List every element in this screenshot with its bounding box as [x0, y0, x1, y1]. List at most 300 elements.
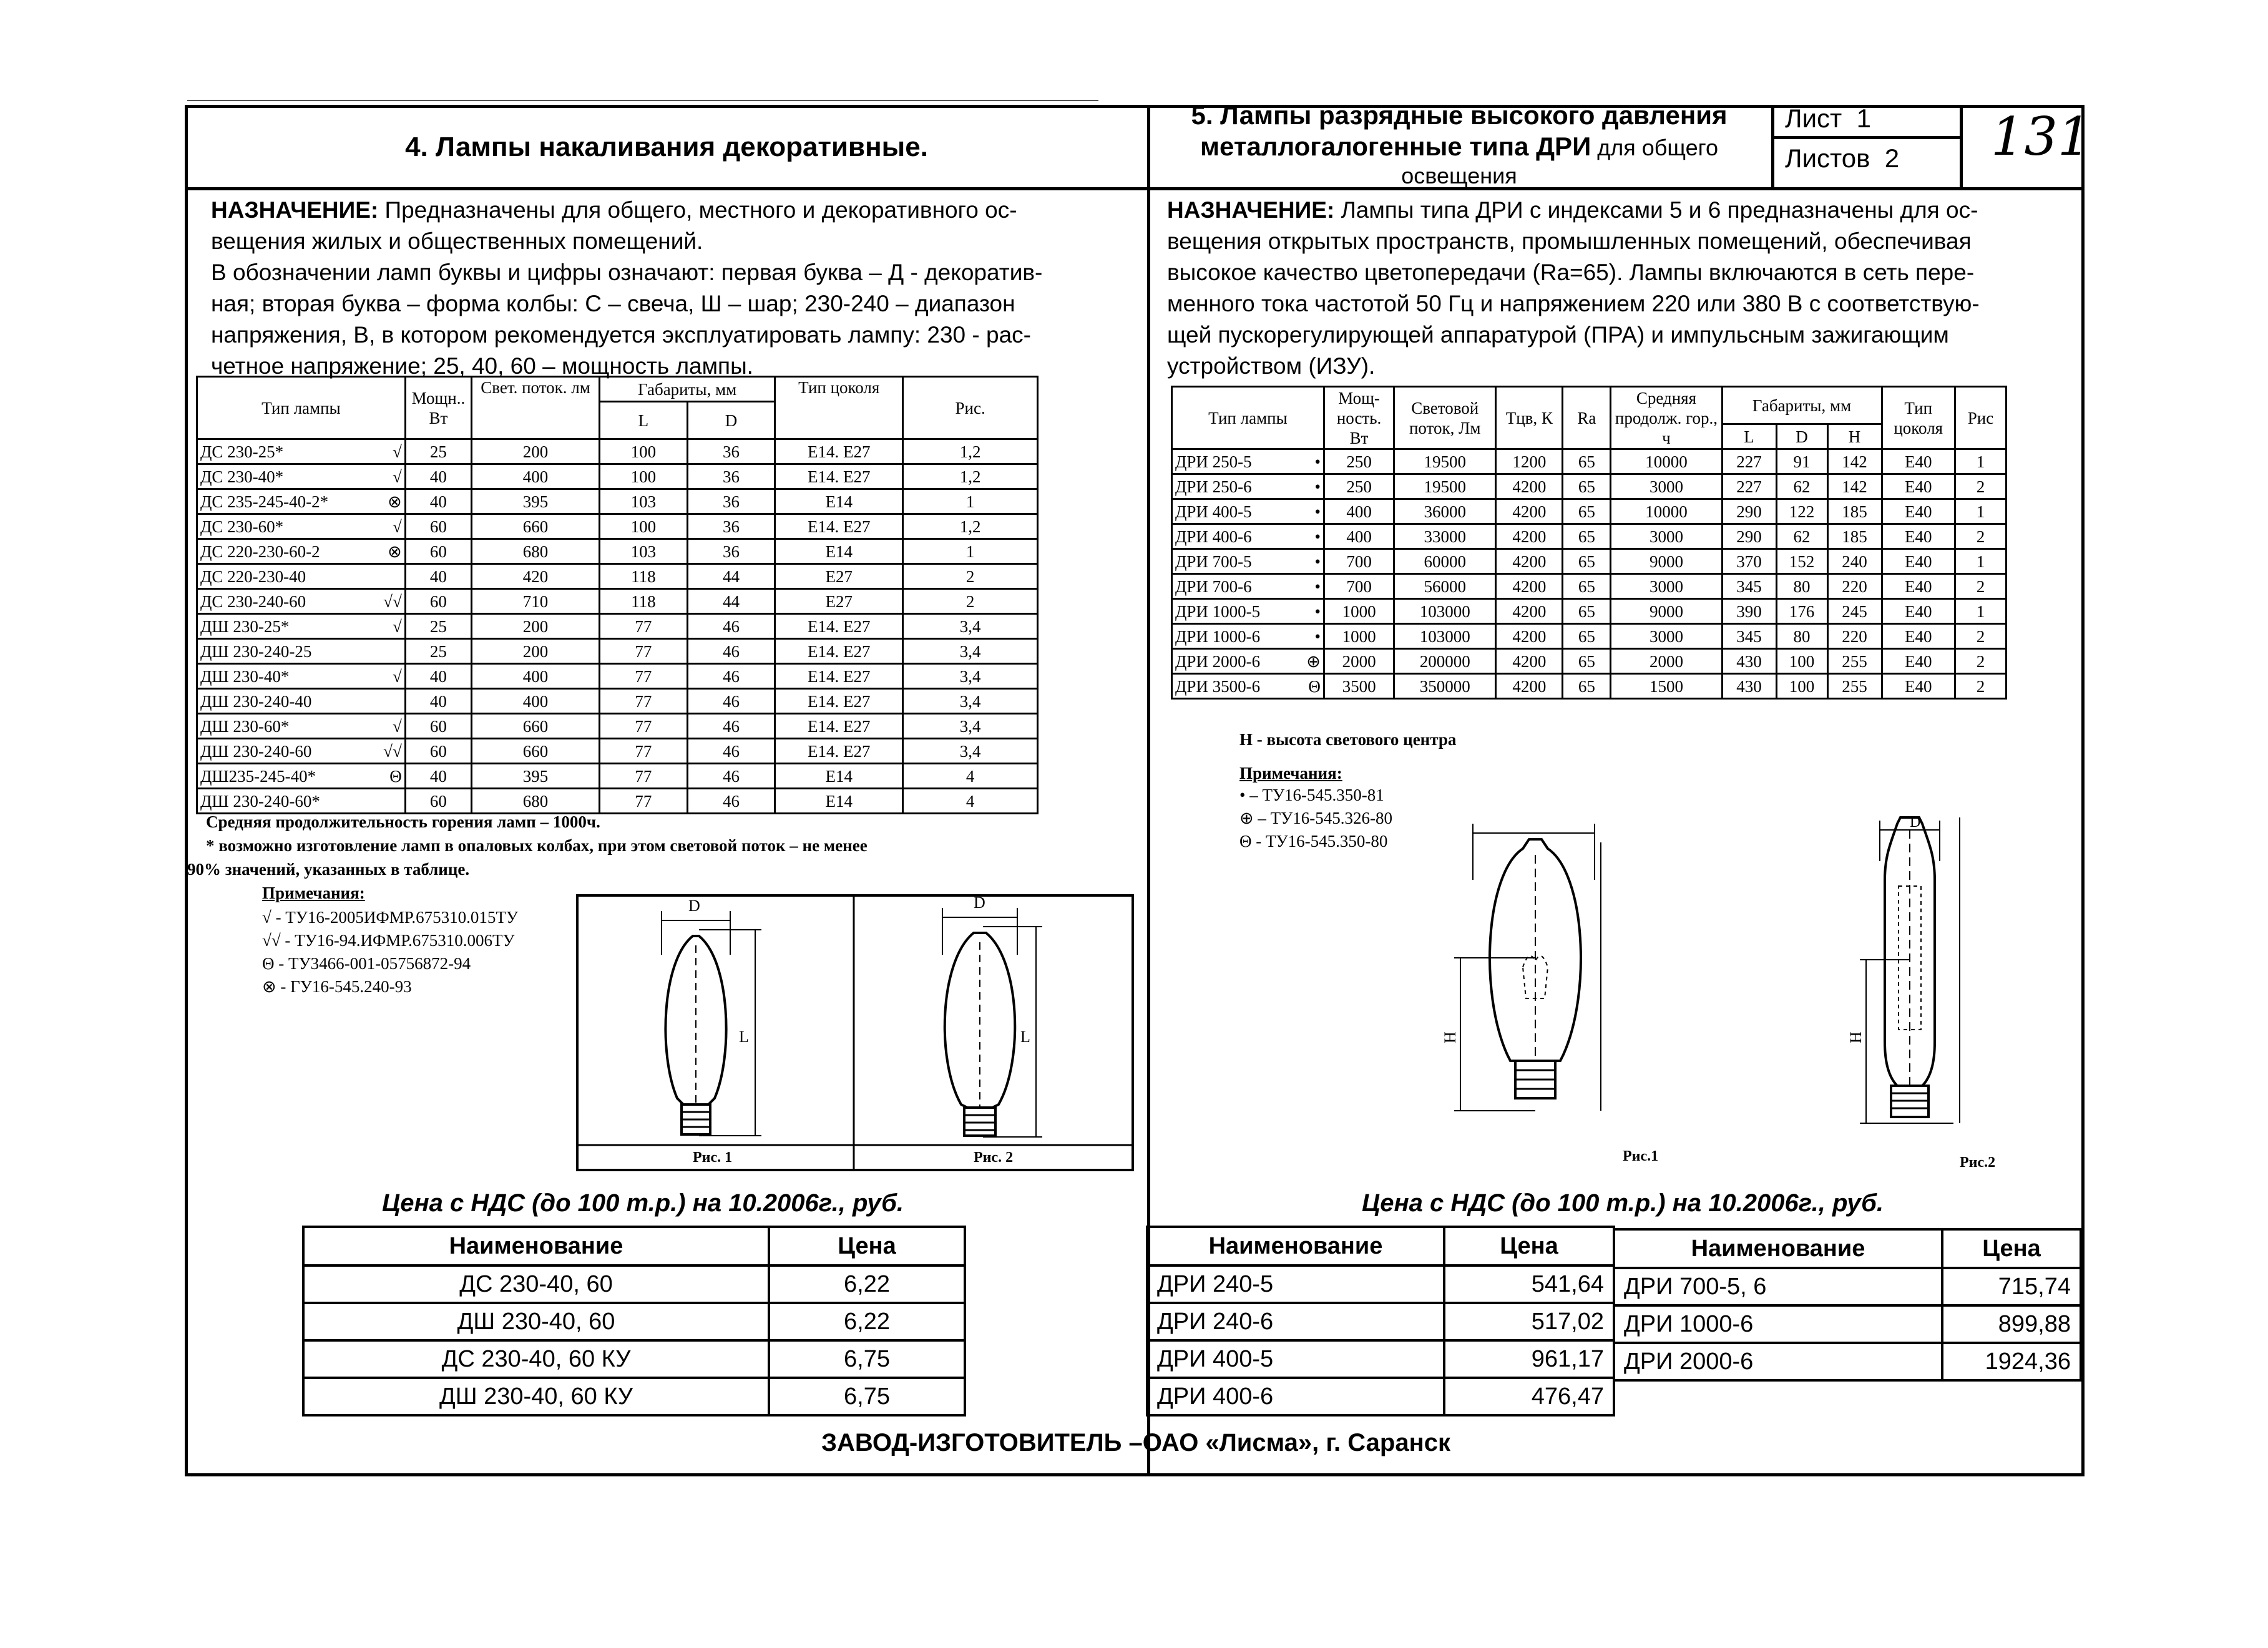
table-cell: 2 [1955, 649, 2006, 674]
fig2-dim-D: D [974, 894, 985, 912]
right-note: ⊕ – ТУ16-545.326-80 [1239, 809, 1392, 827]
table-cell: E14 [775, 539, 903, 564]
table-cell: 46 [687, 664, 775, 689]
table-row [197, 614, 1038, 639]
candle-lamp-fig1 [662, 911, 761, 1136]
table-cell: 3,4 [903, 614, 1038, 639]
table-cell: 103000 [1394, 599, 1496, 624]
price-value: 541,64 [1444, 1265, 1614, 1303]
lamp-type-cell [1172, 599, 1324, 624]
table-cell: 1,2 [903, 439, 1038, 464]
table-cell: 3000 [1611, 474, 1722, 499]
spec-mark: √ [392, 666, 402, 686]
table-cell: 2 [1955, 574, 2006, 599]
table-cell: E14. E27 [775, 664, 903, 689]
price-header-name: Наименование [303, 1227, 769, 1265]
table-cell: 40 [405, 689, 471, 714]
table-cell: 227 [1722, 449, 1776, 474]
table-cell: 77 [600, 689, 688, 714]
right-price-table-a [1146, 1226, 1615, 1416]
table-cell: 2 [903, 564, 1038, 589]
table-cell: 250 [1324, 474, 1394, 499]
left-note: ⊗ - ГУ16-545.240-93 [262, 977, 412, 996]
table-cell: 3500 [1324, 674, 1394, 699]
left-purpose [211, 195, 1141, 382]
right-title-line3: освещения [1401, 163, 1517, 188]
fig1-dim-D: D [688, 897, 700, 915]
table-cell: 395 [472, 764, 600, 789]
price-value: 517,02 [1444, 1303, 1614, 1340]
spec-mark: • [1314, 502, 1321, 521]
table-row [197, 639, 1038, 664]
table-cell: 9000 [1611, 599, 1722, 624]
left-note: √√ - ТУ16-94.ИФМР.675310.006ТУ [262, 931, 515, 950]
table-cell: 100 [600, 439, 688, 464]
table-cell: 4 [903, 789, 1038, 814]
fig2-dim-H: H [1847, 1031, 1865, 1043]
spec-mark: • [1314, 527, 1321, 546]
sheets-label: Листов 2 [1785, 144, 1900, 173]
lamp-type-cell [197, 614, 406, 639]
table-cell: 400 [1324, 499, 1394, 524]
table-cell: E14 [775, 764, 903, 789]
dri-lamp-fig2 [1860, 817, 1960, 1123]
col-fig: Рис [1955, 387, 2006, 449]
col-power: Мощ-ность. Вт [1324, 387, 1394, 449]
table-cell: 250 [1324, 449, 1394, 474]
table-row [197, 789, 1038, 814]
top-scan-line [187, 100, 1098, 101]
right-spec-table [1171, 386, 2007, 700]
table-cell: 2 [903, 589, 1038, 614]
lamp-type-cell [197, 689, 406, 714]
col-type: Тип лампы [1172, 387, 1324, 449]
table-cell: 395 [472, 489, 600, 514]
table-cell: 4200 [1496, 599, 1563, 624]
table-cell: 200 [472, 614, 600, 639]
price-name: ДРИ 240-6 [1147, 1303, 1444, 1340]
fig1-label: Рис. 1 [693, 1149, 733, 1166]
table-cell: 660 [472, 714, 600, 739]
table-cell: 4200 [1496, 474, 1563, 499]
table-cell: 65 [1563, 549, 1611, 574]
spec-mark: ⊗ [388, 542, 402, 561]
table-row [1172, 549, 2006, 574]
lamp-type-cell [1172, 674, 1324, 699]
table-row [197, 689, 1038, 714]
right-purpose-line: вещения открытых пространств, промышленных помещений, обеспечивая [1167, 228, 1972, 254]
table-cell: 200000 [1394, 649, 1496, 674]
table-cell: E40 [1882, 474, 1955, 499]
manufacturer-footer: ЗАВОД-ИЗГОТОВИТЕЛЬ –ОАО «Лисма», г. Саранск [821, 1429, 1451, 1456]
price-name: ДРИ 400-5 [1147, 1340, 1444, 1378]
lamp-type-cell [1172, 449, 1324, 474]
table-cell: E14. E27 [775, 639, 903, 664]
table-row [1172, 624, 2006, 649]
col-flux: Свет. поток. лм [472, 377, 600, 439]
table-cell: 1 [1955, 449, 2006, 474]
spec-mark: √√ [383, 741, 402, 761]
lamp-type-cell [197, 764, 406, 789]
table-row [1172, 499, 2006, 524]
table-cell: E40 [1882, 649, 1955, 674]
table-row [197, 464, 1038, 489]
table-cell: 200 [472, 639, 600, 664]
col-power: Мощн.. Вт [405, 377, 471, 439]
table-cell: 1 [903, 489, 1038, 514]
table-cell: 36 [687, 464, 775, 489]
lamp-type: ДШ 230-25* [200, 617, 290, 636]
lamp-type: ДС 220-230-40 [200, 567, 306, 586]
lamp-type: ДС 220-230-60-2 [200, 542, 320, 561]
table-cell: 65 [1563, 624, 1611, 649]
table-cell: E14. E27 [775, 739, 903, 764]
spec-mark: √ [392, 716, 402, 736]
fig1-label: Рис.1 [1623, 1148, 1659, 1164]
price-value: 6,22 [769, 1303, 965, 1340]
table-cell: 660 [472, 739, 600, 764]
table-cell: 2 [1955, 524, 2006, 549]
table-cell: E14. E27 [775, 714, 903, 739]
right-purpose-label: НАЗНАЧЕНИЕ: [1167, 197, 1335, 223]
lamp-type-cell [197, 464, 406, 489]
table-cell: 400 [472, 689, 600, 714]
table-cell: 25 [405, 614, 471, 639]
table-cell: 33000 [1394, 524, 1496, 549]
table-cell: 680 [472, 539, 600, 564]
table-cell: 4200 [1496, 649, 1563, 674]
left-footnote1: Средняя продолжительность горения ламп – 1000ч. [206, 812, 600, 831]
table-cell: 200 [472, 439, 600, 464]
table-cell: 62 [1776, 474, 1827, 499]
table-cell: E40 [1882, 624, 1955, 649]
table-cell: 4 [903, 764, 1038, 789]
table-cell: 100 [600, 464, 688, 489]
left-price-title: Цена с НДС (до 100 т.р.) на 10.2006г., руб. [382, 1189, 904, 1217]
lamp-type-cell [1172, 574, 1324, 599]
table-row [197, 564, 1038, 589]
table-cell: 1 [1955, 599, 2006, 624]
table-cell: 1200 [1496, 449, 1563, 474]
table-cell: 46 [687, 789, 775, 814]
left-purpose-line: вещения жилых и общественных помещений. [211, 228, 703, 254]
lamp-type: ДРИ 700-5 [1175, 552, 1252, 571]
lamp-type: ДС 230-25* [200, 442, 284, 461]
sheet-box-right [1960, 105, 1963, 188]
table-cell: E14. E27 [775, 614, 903, 639]
table-cell: 345 [1722, 574, 1776, 599]
price-value: 6,75 [769, 1340, 965, 1378]
price-value: 899,88 [1942, 1305, 2081, 1343]
table-cell: 1 [1955, 549, 2006, 574]
table-cell: 65 [1563, 474, 1611, 499]
table-cell: 345 [1722, 624, 1776, 649]
table-cell: E14 [775, 789, 903, 814]
table-cell: 62 [1776, 524, 1827, 549]
lamp-type-cell [197, 789, 406, 814]
col-flux: Световой поток, Лм [1394, 387, 1496, 449]
table-cell: 65 [1563, 574, 1611, 599]
col-ra: Ra [1563, 387, 1611, 449]
header-rule [185, 187, 2085, 190]
lamp-type: ДШ 230-240-40 [200, 691, 312, 711]
table-cell: 185 [1827, 524, 1882, 549]
spec-mark: √ [392, 617, 402, 636]
table-cell: 40 [405, 664, 471, 689]
price-value: 961,17 [1444, 1340, 1614, 1378]
price-value: 6,75 [769, 1378, 965, 1415]
table-cell: 80 [1776, 624, 1827, 649]
table-cell: 660 [472, 514, 600, 539]
table-cell: 1000 [1324, 599, 1394, 624]
table-cell: 700 [1324, 549, 1394, 574]
spec-mark: • [1314, 452, 1321, 471]
spec-mark: • [1314, 602, 1321, 621]
table-cell: 390 [1722, 599, 1776, 624]
table-cell: 4200 [1496, 549, 1563, 574]
table-cell: 3000 [1611, 574, 1722, 599]
table-cell: 2000 [1611, 649, 1722, 674]
table-row [1172, 649, 2006, 674]
col-dims: Габариты, мм [600, 377, 775, 402]
table-cell: 60 [405, 514, 471, 539]
table-cell: 36 [687, 539, 775, 564]
spec-mark: √√ [383, 592, 402, 611]
table-row [197, 539, 1038, 564]
table-cell: 290 [1722, 524, 1776, 549]
table-cell: 118 [600, 564, 688, 589]
table-cell: E40 [1882, 674, 1955, 699]
table-cell: 4200 [1496, 674, 1563, 699]
price-name: ДРИ 700-5, 6 [1614, 1268, 1942, 1305]
table-cell: 3,4 [903, 714, 1038, 739]
table-cell: 400 [472, 464, 600, 489]
lamp-type-cell [1172, 549, 1324, 574]
table-cell: 40 [405, 764, 471, 789]
table-row [1172, 574, 2006, 599]
lamp-type: ДРИ 250-6 [1175, 477, 1252, 496]
lamp-type-cell [1172, 474, 1324, 499]
table-row [1172, 449, 2006, 474]
right-notes [1239, 784, 1392, 853]
table-cell: 220 [1827, 574, 1882, 599]
right-purpose-line: щей пускорегулирующей аппаратурой (ПРА) и импульсным зажигающим [1167, 322, 1949, 348]
lamp-type-cell [1172, 499, 1324, 524]
spec-mark: • [1314, 552, 1321, 571]
price-name: ДС 230-40, 60 КУ [303, 1340, 769, 1378]
left-purpose-line: ная; вторая буква – форма колбы: С – свеча, Ш – шар; 230-240 – диапазон [211, 291, 1015, 316]
left-purpose-label: НАЗНАЧЕНИЕ: [211, 197, 379, 223]
spec-mark: √ [392, 467, 402, 486]
table-cell: 36 [687, 439, 775, 464]
table-row [1172, 674, 2006, 699]
table-cell: 40 [405, 464, 471, 489]
table-cell: 370 [1722, 549, 1776, 574]
table-cell: 2 [1955, 474, 2006, 499]
spec-mark: • [1314, 627, 1321, 646]
lamp-type: ДС 235-245-40-2* [200, 492, 329, 511]
left-note: Θ - ТУ3466-001-05756872-94 [262, 954, 471, 973]
lamp-type-cell [1172, 624, 1324, 649]
spec-mark: ⊕ [1306, 651, 1321, 671]
table-cell: 680 [472, 789, 600, 814]
table-cell: 227 [1722, 474, 1776, 499]
table-cell: 19500 [1394, 449, 1496, 474]
left-figures [574, 892, 1136, 1173]
right-title-rest: для общего [1591, 135, 1719, 160]
left-note: √ - ТУ16-2005ИФМР.675310.015ТУ [262, 908, 518, 927]
table-cell: 1500 [1611, 674, 1722, 699]
col-base: Тип цоколя [1882, 387, 1955, 449]
lamp-type-cell [197, 439, 406, 464]
table-cell: 65 [1563, 499, 1611, 524]
table-cell: 4200 [1496, 574, 1563, 599]
lamp-type: ДС 230-240-60 [200, 592, 306, 611]
spec-mark: √ [392, 517, 402, 536]
lamp-type: ДРИ 1000-6 [1175, 627, 1261, 646]
lamp-type: ДРИ 1000-5 [1175, 602, 1261, 621]
table-cell: 65 [1563, 674, 1611, 699]
right-notes-title: Примечания: [1239, 764, 1342, 783]
table-cell: 46 [687, 639, 775, 664]
lamp-type-cell [1172, 524, 1324, 549]
table-cell: 430 [1722, 649, 1776, 674]
table-cell: 77 [600, 664, 688, 689]
lamp-type-cell [197, 714, 406, 739]
table-row [197, 714, 1038, 739]
right-purpose [1167, 195, 2078, 382]
lamp-type: ДШ235-245-40* [200, 766, 316, 786]
table-cell: 25 [405, 439, 471, 464]
spec-mark: √ [392, 442, 402, 461]
table-cell: 36 [687, 489, 775, 514]
price-name: ДРИ 240-5 [1147, 1265, 1444, 1303]
col-L: L [1722, 424, 1776, 449]
table-cell: 1,2 [903, 464, 1038, 489]
spec-mark: • [1314, 477, 1321, 496]
candle-lamp-fig2 [942, 908, 1042, 1137]
table-cell: 290 [1722, 499, 1776, 524]
sheet-box-left [1771, 105, 1774, 188]
right-figures [1435, 805, 2072, 1179]
table-row [1172, 599, 2006, 624]
left-purpose-line: Предназначены для общего, местного и декоративного ос- [378, 197, 1017, 223]
table-cell: 118 [600, 589, 688, 614]
table-cell: 60 [405, 589, 471, 614]
table-row [197, 514, 1038, 539]
table-cell: 142 [1827, 474, 1882, 499]
fig2-dim-D: D [1910, 814, 1921, 831]
table-cell: 1000 [1324, 624, 1394, 649]
table-cell: E40 [1882, 574, 1955, 599]
table-cell: 400 [472, 664, 600, 689]
table-cell: 2 [1955, 674, 2006, 699]
table-cell: 77 [600, 764, 688, 789]
table-cell: 77 [600, 714, 688, 739]
col-H: H [1827, 424, 1882, 449]
table-cell: 2 [1955, 624, 2006, 649]
table-cell: 65 [1563, 524, 1611, 549]
price-name: ДШ 230-40, 60 КУ [303, 1378, 769, 1415]
right-title-line1: 5. Лампы разрядные высокого давления [1191, 100, 1728, 130]
table-cell: 36000 [1394, 499, 1496, 524]
table-cell: 710 [472, 589, 600, 614]
col-fig: Рис. [903, 377, 1038, 439]
right-price-title: Цена с НДС (до 100 т.р.) на 10.2006г., руб. [1362, 1189, 1884, 1217]
lamp-type: ДРИ 2000-6 [1175, 651, 1261, 671]
table-cell: 700 [1324, 574, 1394, 599]
table-cell: 255 [1827, 649, 1882, 674]
spec-mark: • [1314, 577, 1321, 596]
table-cell: 4200 [1496, 499, 1563, 524]
table-cell: 142 [1827, 449, 1882, 474]
table-row [1172, 474, 2006, 499]
col-D: D [1776, 424, 1827, 449]
right-h-note: H - высота светового центра [1239, 730, 1457, 749]
table-cell: E40 [1882, 549, 1955, 574]
col-dims: Габариты, мм [1722, 387, 1882, 424]
table-cell: 100 [1776, 674, 1827, 699]
lamp-type: ДШ 230-40* [200, 666, 290, 686]
sheet-label: Лист 1 [1785, 104, 1871, 133]
table-cell: 10000 [1611, 499, 1722, 524]
table-cell: 65 [1563, 599, 1611, 624]
table-cell: 1 [1955, 499, 2006, 524]
table-cell: 152 [1776, 549, 1827, 574]
lamp-type-cell [197, 639, 406, 664]
table-row [197, 439, 1038, 464]
price-header-price: Цена [1942, 1229, 2081, 1268]
table-cell: 245 [1827, 599, 1882, 624]
left-notes [262, 906, 518, 998]
table-cell: 400 [1324, 524, 1394, 549]
table-cell: 103 [600, 539, 688, 564]
table-cell: E14. E27 [775, 689, 903, 714]
left-footnote3: 90% значений, указанных в таблице. [187, 860, 470, 879]
table-cell: 77 [600, 614, 688, 639]
price-value: 1924,36 [1942, 1343, 2081, 1380]
lamp-type: ДРИ 700-6 [1175, 577, 1252, 596]
price-name: ДРИ 1000-6 [1614, 1305, 1942, 1343]
lamp-type-cell [197, 514, 406, 539]
table-cell: 60 [405, 789, 471, 814]
left-purpose-line: В обозначении ламп буквы и цифры означают: первая буква – Д - декоратив- [211, 260, 1043, 285]
lamp-type: ДРИ 3500-6 [1175, 676, 1261, 696]
lamp-type-cell [197, 589, 406, 614]
col-life: Средняя продолж. гор., ч [1611, 387, 1722, 449]
table-cell: 44 [687, 564, 775, 589]
table-cell: 46 [687, 614, 775, 639]
table-cell: 4200 [1496, 624, 1563, 649]
price-header-price: Цена [769, 1227, 965, 1265]
table-cell: E40 [1882, 524, 1955, 549]
table-cell: 220 [1827, 624, 1882, 649]
price-name: ДРИ 2000-6 [1614, 1343, 1942, 1380]
lamp-type: ДШ 230-240-60 [200, 741, 312, 761]
table-cell: 46 [687, 764, 775, 789]
table-cell: 185 [1827, 499, 1882, 524]
page-number: 131 [1991, 106, 2091, 167]
right-title [1153, 100, 1765, 188]
table-cell: 420 [472, 564, 600, 589]
table-cell: 36 [687, 514, 775, 539]
table-row [197, 489, 1038, 514]
col-tcv: Тцв, К [1496, 387, 1563, 449]
table-cell: 1 [903, 539, 1038, 564]
table-cell: 46 [687, 714, 775, 739]
table-cell: 60000 [1394, 549, 1496, 574]
table-cell: 77 [600, 639, 688, 664]
